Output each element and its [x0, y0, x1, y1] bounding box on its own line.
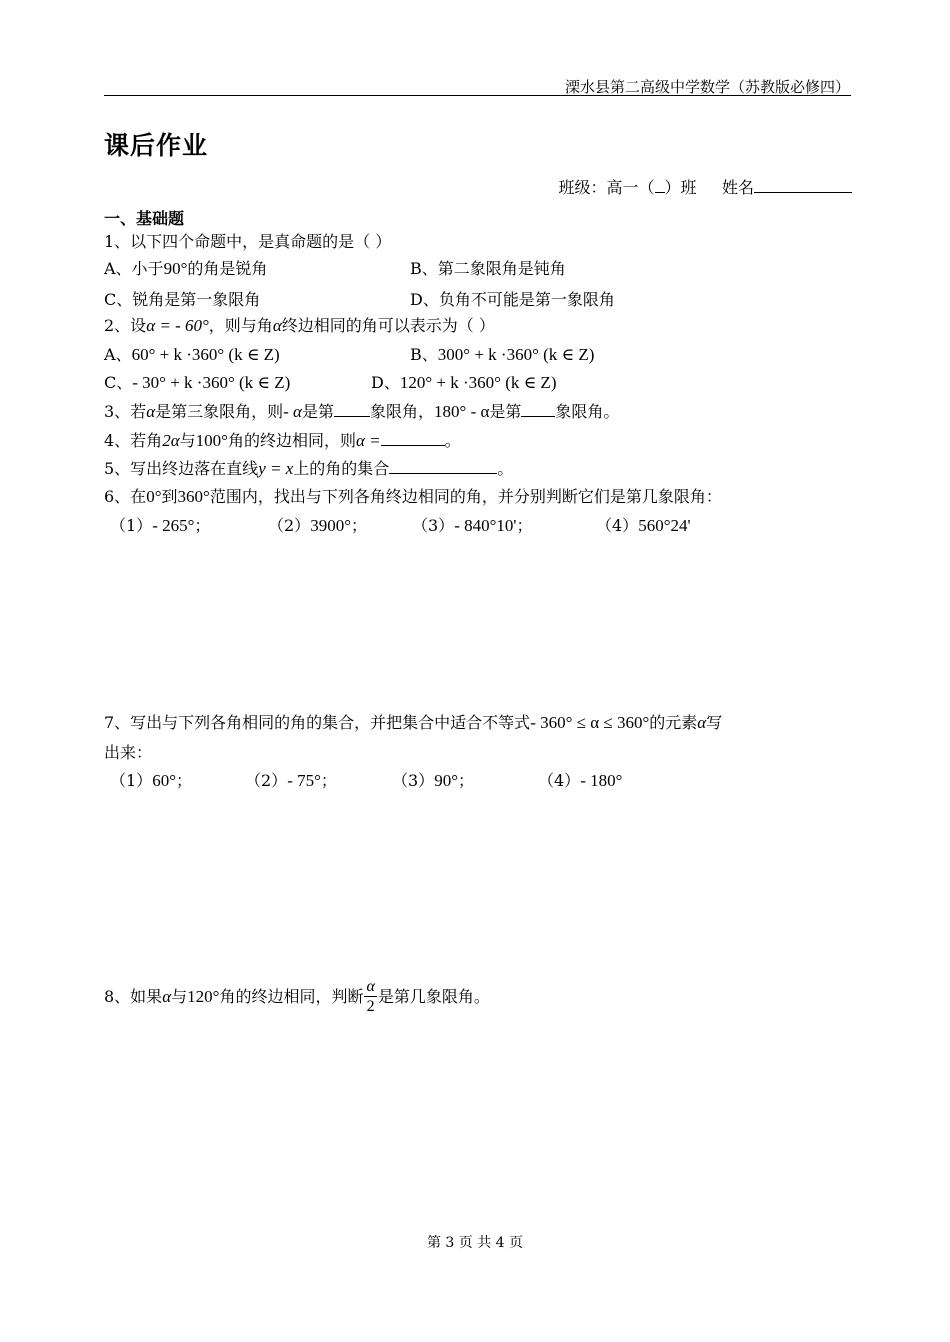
q3: 3、若α是第三象限角，则- α是第 象限角，180° - α是第 象限角。 [104, 402, 620, 421]
q7-stem: 7、写出与下列各角相同的角的集合，并把集合中适合不等式- 360° ≤ α ≤ 360°的元素α写 [104, 713, 723, 732]
q6-item-3: （3）- 840°10'； [412, 516, 533, 535]
q7-item-4: （4）- 180° [538, 771, 623, 790]
section-basic: 一、基础题 [104, 209, 185, 228]
q6-stem: 6、在0°到360°范围内，找出与下列各角终边相同的角，并分别判断它们是第几象限角： [104, 487, 722, 506]
q2-option-b: B、300° + k ·360° (k ∈ Z) [410, 345, 595, 364]
header-rule [104, 95, 851, 96]
q1-option-a: A、小于90°的角是锐角 [104, 259, 268, 278]
class-name-line [559, 175, 852, 198]
q6-item-1: （1）- 265°； [110, 516, 211, 535]
q7-stem-cont: 出来： [104, 743, 153, 762]
class-label: 班级：高一（ [558, 178, 655, 197]
q7-item-2: （2）- 75°； [245, 771, 337, 790]
page-header: 溧水县第二高级中学数学（苏教版必修四） [564, 78, 850, 96]
q2-option-c: C、- 30° + k ·360° (k ∈ Z) [104, 373, 291, 392]
q2-option-d: D、120° + k ·360° (k ∈ Z) [371, 373, 557, 392]
q7-item-3: （3）90°； [392, 771, 475, 790]
q6-item-4: （4）560°24' [596, 516, 691, 535]
q8-fraction: $\frac{\alpha}{2}$ [366, 978, 375, 1015]
q3-blank-1[interactable] [334, 401, 370, 417]
q1-option-b: B、第二象限角是钝角 [410, 259, 566, 278]
q6-item-2: （2）3900°； [268, 516, 368, 535]
q4-blank[interactable] [381, 430, 445, 446]
q3-blank-2[interactable] [521, 401, 555, 417]
class-blank[interactable] [655, 176, 665, 193]
q2-stem: 2、设α = - 60°，则与角α终边相同的角可以表示为（ ） [104, 316, 495, 335]
q8: 8、如果α与120°角的终边相同，判断 $\frac{\alpha}{2}$ 是第几象限角。 [104, 978, 490, 1015]
q5: 5、写出终边落在直线y = x上的角的集合 。 [104, 459, 514, 478]
q1-option-d: D、负角不可能是第一象限角 [410, 290, 615, 309]
q1-stem: 1、以下四个命题中，是真命题的是（ ） [104, 232, 392, 251]
q4: 4、若角2α与100°角的终边相同，则α = 。 [104, 431, 461, 450]
class-suffix: ）班 [664, 178, 697, 197]
page-footer: 第 3 页 共 4 页 [426, 1235, 524, 1251]
q1-option-c: C、锐角是第一象限角 [104, 290, 261, 309]
page-title: 课后作业 [104, 131, 209, 160]
q7-item-1: （1）60°； [110, 771, 193, 790]
name-label: 姓名 [721, 178, 754, 197]
q1-a-value: 90° [163, 259, 188, 278]
q5-blank[interactable] [389, 458, 497, 474]
name-blank[interactable] [754, 176, 852, 193]
q2-alpha-def: α = - 60° [146, 316, 209, 335]
q2-option-a: A、60° + k ·360° (k ∈ Z) [104, 345, 280, 364]
